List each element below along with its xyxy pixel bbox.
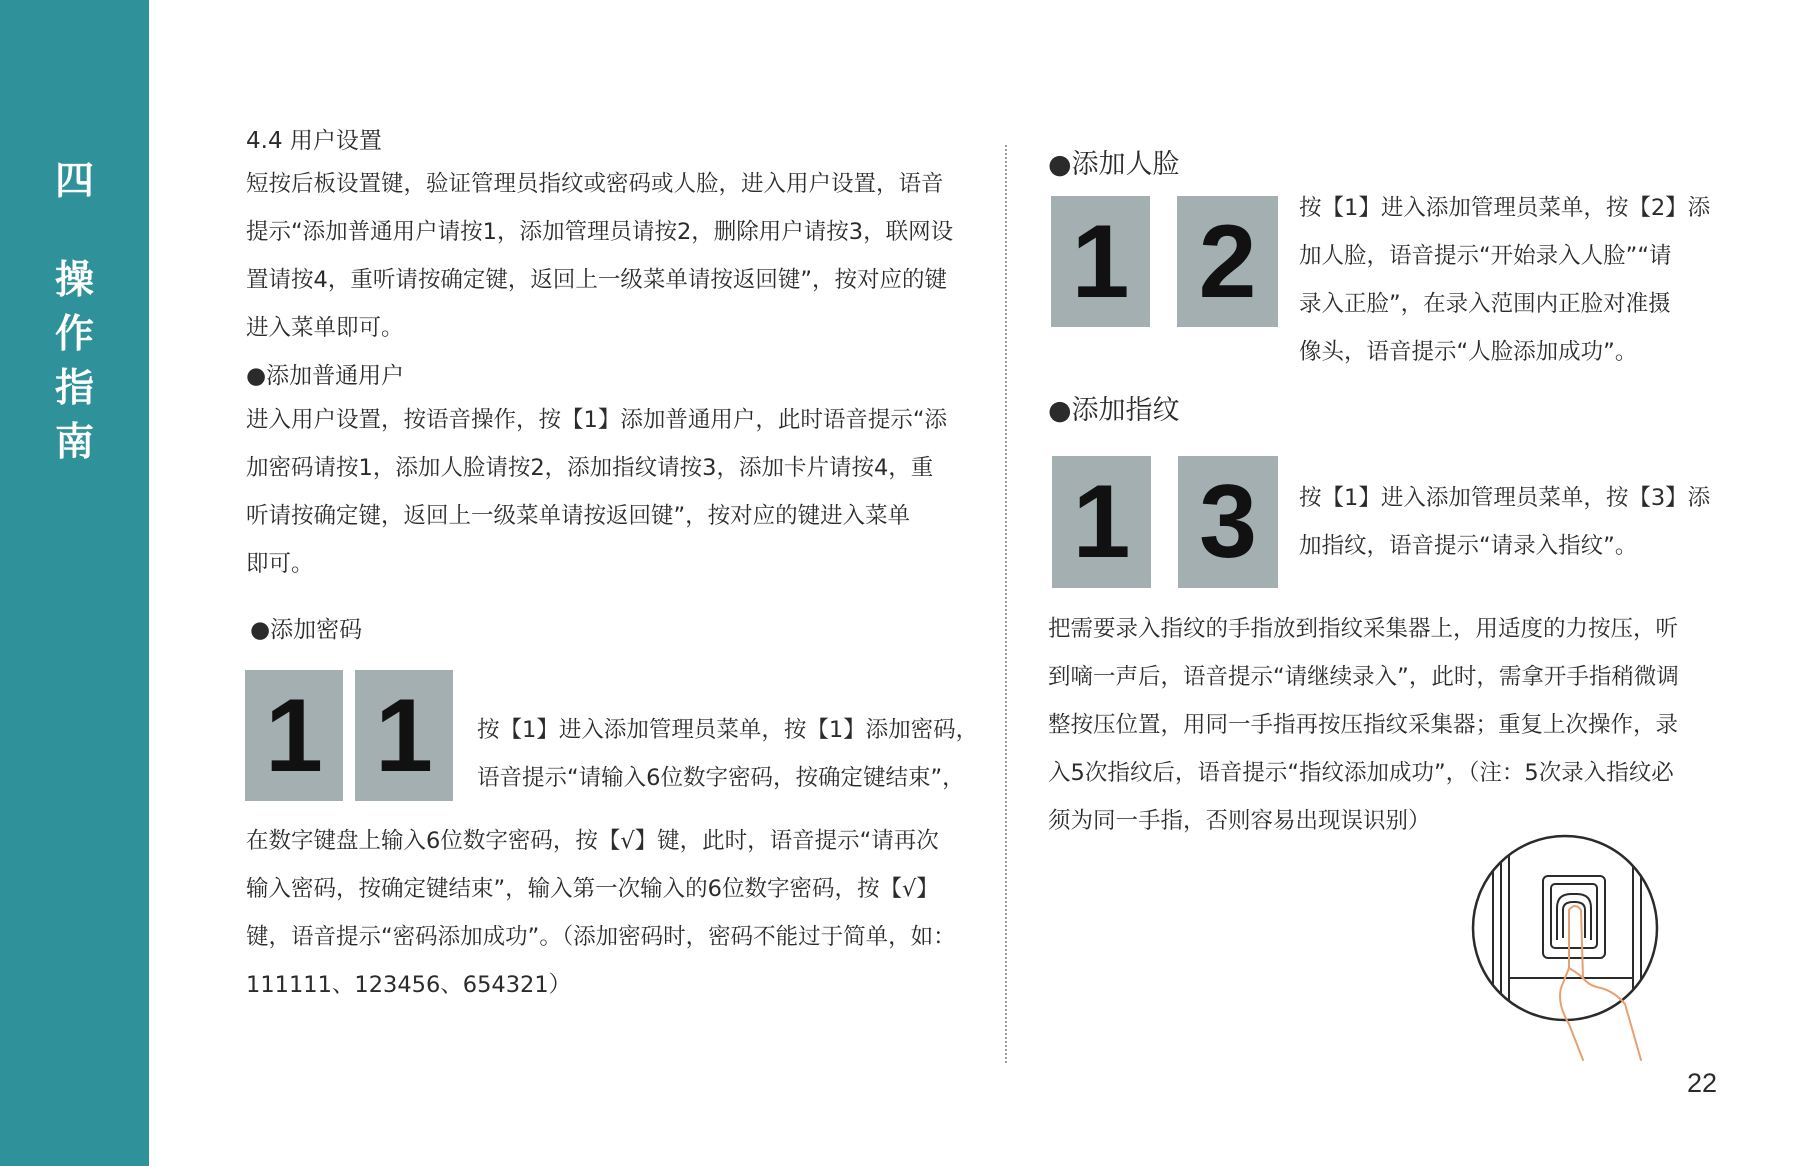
fingerprint-line: 入5次指纹后，语音提示“指纹添加成功”，（注：5次录入指纹必 — [1048, 760, 1674, 786]
fingerprint-line: 到嘀一声后，语音提示“请继续录入”，此时，需拿开手指稍微调 — [1048, 664, 1679, 690]
face-line: 按【1】进入添加管理员菜单，按【2】添 — [1299, 195, 1711, 221]
face-line: 录入正脸”，在录入范围内正脸对准摄 — [1299, 291, 1671, 317]
chapter-title-char: 南 — [54, 420, 94, 465]
fingerprint-side-line: 按【1】进入添加管理员菜单，按【3】添 — [1299, 485, 1711, 511]
intro-line: 进入菜单即可。 — [246, 315, 404, 341]
chapter-title-char: 操 — [54, 258, 94, 303]
fingerprint-line: 整按压位置，用同一手指再按压指纹采集器；重复上次操作，录 — [1048, 712, 1679, 738]
key-tile: 2 — [1177, 196, 1278, 327]
password-line: 输入密码，按确定键结束”，输入第一次输入的6位数字密码，按【√】 — [246, 876, 939, 902]
password-line: 在数字键盘上输入6位数字密码，按【√】键，此时，语音提示“请再次 — [246, 828, 939, 854]
intro-line: 提示“添加普通用户请按1，添加管理员请按2，删除用户请按3，联网设 — [246, 219, 954, 245]
normal-user-line: 进入用户设置，按语音操作，按【1】添加普通用户，此时语音提示“添 — [246, 407, 947, 433]
password-side-line: 语音提示“请输入6位数字密码，按确定键结束”， — [477, 765, 965, 791]
column-divider — [1005, 145, 1007, 1063]
intro-line: 短按后板设置键，验证管理员指纹或密码或人脸，进入用户设置，语音 — [246, 171, 944, 197]
normal-user-line: 听请按确定键，返回上一级菜单请按返回键”，按对应的键进入菜单 — [246, 503, 911, 529]
key-tile: 1 — [355, 670, 453, 801]
fingerprint-line: 把需要录入指纹的手指放到指纹采集器上，用适度的力按压，听 — [1048, 616, 1679, 642]
chapter-title — [0, 254, 149, 470]
password-heading: ●添加密码 — [250, 617, 363, 643]
chapter-title-char: 作 — [54, 312, 94, 357]
password-side-line: 按【1】进入添加管理员菜单，按【1】添加密码， — [477, 717, 979, 743]
fingerprint-side-line: 加指纹，语音提示“请录入指纹”。 — [1299, 533, 1638, 559]
face-line: 像头，语音提示“人脸添加成功”。 — [1299, 339, 1638, 365]
normal-user-line: 加密码请按1，添加人脸请按2，添加指纹请按3，添加卡片请按4，重 — [246, 455, 934, 481]
fingerprint-sensor-illustration — [1465, 828, 1675, 1078]
password-line: 键，语音提示“密码添加成功”。（添加密码时，密码不能过于简单，如： — [246, 924, 956, 950]
normal-user-heading: ●添加普通用户 — [246, 363, 405, 389]
key-tile: 3 — [1178, 456, 1278, 588]
key-tile: 1 — [1052, 456, 1151, 588]
chapter-number: 四 — [54, 159, 94, 204]
fingerprint-heading: ●添加指纹 — [1048, 395, 1180, 426]
key-tile: 1 — [245, 670, 343, 801]
section-title: 4.4 用户设置 — [246, 128, 382, 154]
intro-line: 置请按4，重听请按确定键，返回上一级菜单请按返回键”，按对应的键 — [246, 267, 947, 293]
face-heading: ●添加人脸 — [1048, 149, 1180, 180]
page-number: 22 — [1687, 1068, 1718, 1098]
chapter-sidebar — [0, 0, 149, 1166]
chapter-title-char: 指 — [54, 366, 94, 411]
password-line: 111111、123456、654321） — [246, 972, 572, 998]
normal-user-line: 即可。 — [246, 551, 314, 577]
face-line: 加人脸，语音提示“开始录入人脸”“请 — [1299, 243, 1672, 269]
key-tile: 1 — [1051, 196, 1150, 327]
fingerprint-line: 须为同一手指，否则容易出现误识别） — [1048, 808, 1431, 834]
